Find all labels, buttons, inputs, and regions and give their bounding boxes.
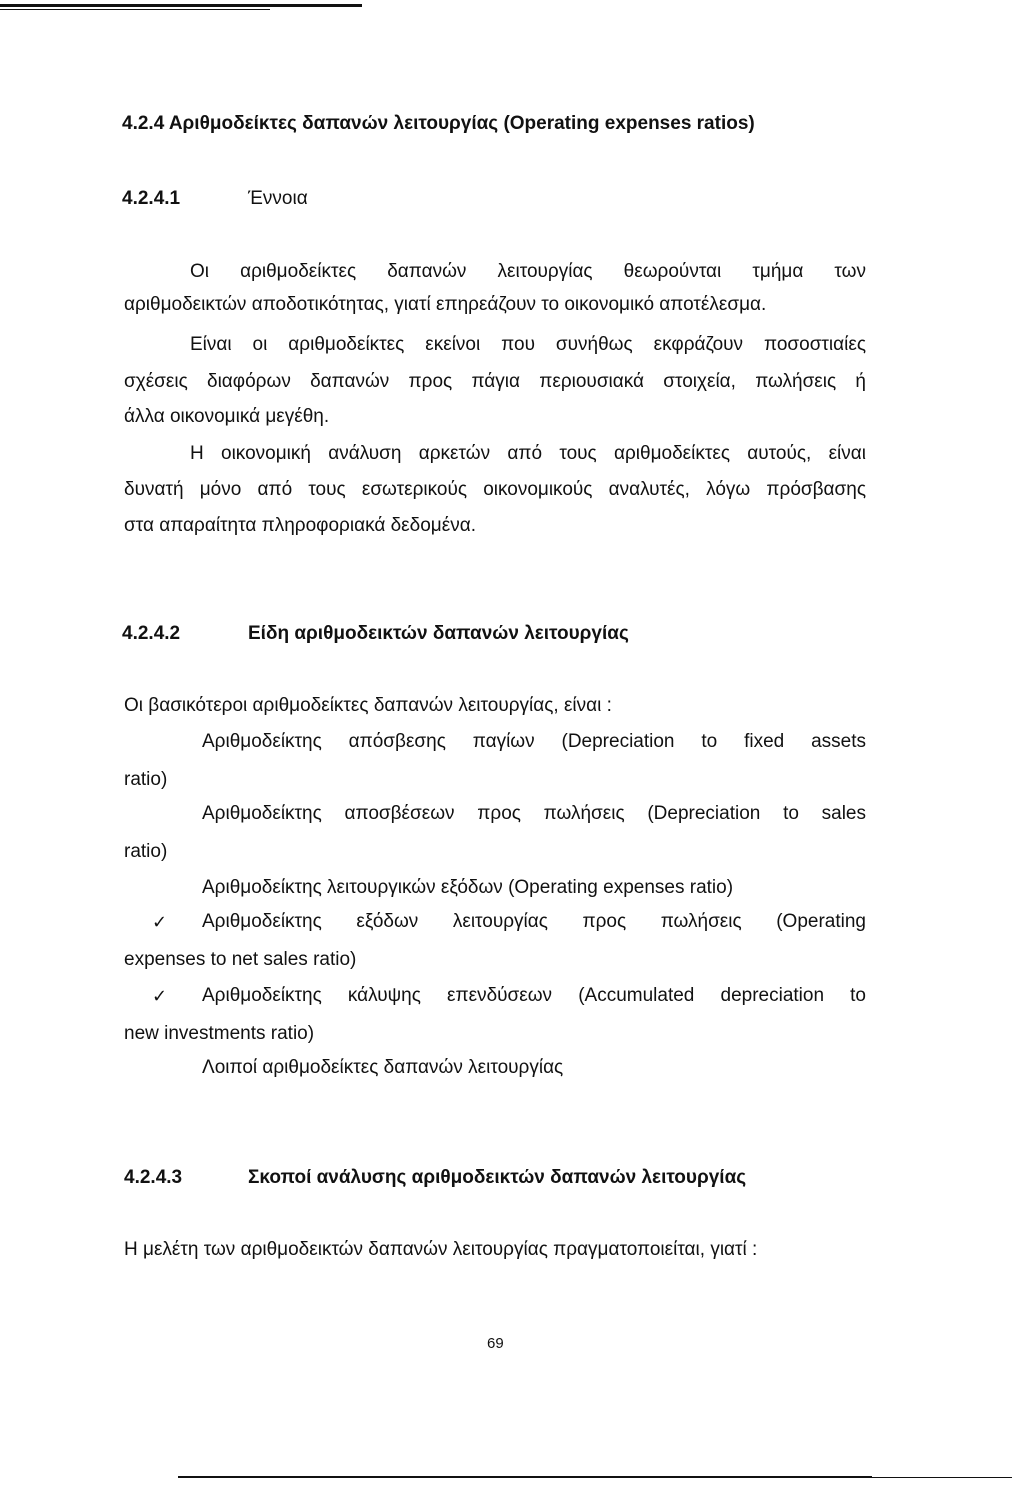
top-rule bbox=[0, 4, 362, 7]
paragraph-line: Η μελέτη των αριθμοδεικτών δαπανών λειτουργίας πραγματοποιείται, γιατί : bbox=[124, 1239, 758, 1260]
page-number: 69 bbox=[487, 1335, 504, 1352]
list-item: Αριθμοδείκτης κάλυψης επενδύσεων (Accumulated depreciation to bbox=[202, 985, 866, 1006]
paragraph-line: αριθμοδεικτών αποδοτικότητας, γιατί επηρεάζουν το οικονομικό αποτέλεσμα. bbox=[124, 294, 767, 315]
list-intro: Οι βασικότεροι αριθμοδείκτες δαπανών λειτουργίας, είναι : bbox=[124, 695, 612, 716]
list-item: Αριθμοδείκτης εξόδων λειτουργίας προς πωλήσεις (Operating bbox=[202, 911, 866, 932]
check-mark-icon: ✓ bbox=[152, 912, 168, 932]
subsection-title: Σκοποί ανάλυσης αριθμοδεικτών δαπανών λειτουργίας bbox=[248, 1167, 747, 1188]
paragraph-line: στα απαραίτητα πληροφοριακά δεδομένα. bbox=[124, 515, 476, 536]
paragraph-line: Η οικονομική ανάλυση αρκετών από τους αριθμοδείκτες αυτούς, είναι bbox=[190, 443, 866, 464]
list-item: Λοιποί αριθμοδείκτες δαπανών λειτουργίας bbox=[202, 1057, 564, 1078]
paragraph-line: άλλα οικονομικά μεγέθη. bbox=[124, 406, 330, 427]
subsection-title: Έννοια bbox=[248, 188, 308, 209]
subsection-number: 4.2.4.2 bbox=[122, 623, 181, 644]
subsection-number: 4.2.4.1 bbox=[122, 188, 181, 209]
subsection-title: Είδη αριθμοδεικτών δαπανών λειτουργίας bbox=[248, 623, 629, 644]
list-item-continuation: new investments ratio) bbox=[124, 1023, 315, 1044]
bottom-rule bbox=[178, 1476, 872, 1478]
list-item: Αριθμοδείκτης αποσβέσεων προς πωλήσεις (Depreciation to sales bbox=[202, 803, 866, 824]
list-item: Αριθμοδείκτης λειτουργικών εξόδων (Operating expenses ratio) bbox=[202, 877, 734, 898]
list-item-continuation: ratio) bbox=[124, 769, 168, 790]
check-mark-icon: ✓ bbox=[152, 986, 168, 1006]
top-rule-thin bbox=[0, 9, 270, 10]
paragraph-line: Οι αριθμοδείκτες δαπανών λειτουργίας θεωρούνται τμήμα των bbox=[190, 261, 866, 282]
list-item-continuation: expenses to net sales ratio) bbox=[124, 949, 357, 970]
list-item-continuation: ratio) bbox=[124, 841, 168, 862]
paragraph-line: σχέσεις διαφόρων δαπανών προς πάγια περιουσιακά στοιχεία, πωλήσεις ή bbox=[124, 371, 866, 392]
subsection-number: 4.2.4.3 bbox=[124, 1167, 183, 1188]
paragraph-line: Είναι οι αριθμοδείκτες εκείνοι που συνήθως εκφράζουν ποσοστιαίες bbox=[190, 334, 866, 355]
list-item: Αριθμοδείκτης απόσβεσης παγίων (Depreciation to fixed assets bbox=[202, 731, 866, 752]
section-heading: 4.2.4 Αριθμοδείκτες δαπανών λειτουργίας (Operating expenses ratios) bbox=[122, 113, 755, 134]
bottom-rule-right bbox=[872, 1477, 1012, 1478]
paragraph-line: δυνατή μόνο από τους εσωτερικούς οικονομικούς αναλυτές, λόγω πρόσβασης bbox=[124, 479, 866, 500]
